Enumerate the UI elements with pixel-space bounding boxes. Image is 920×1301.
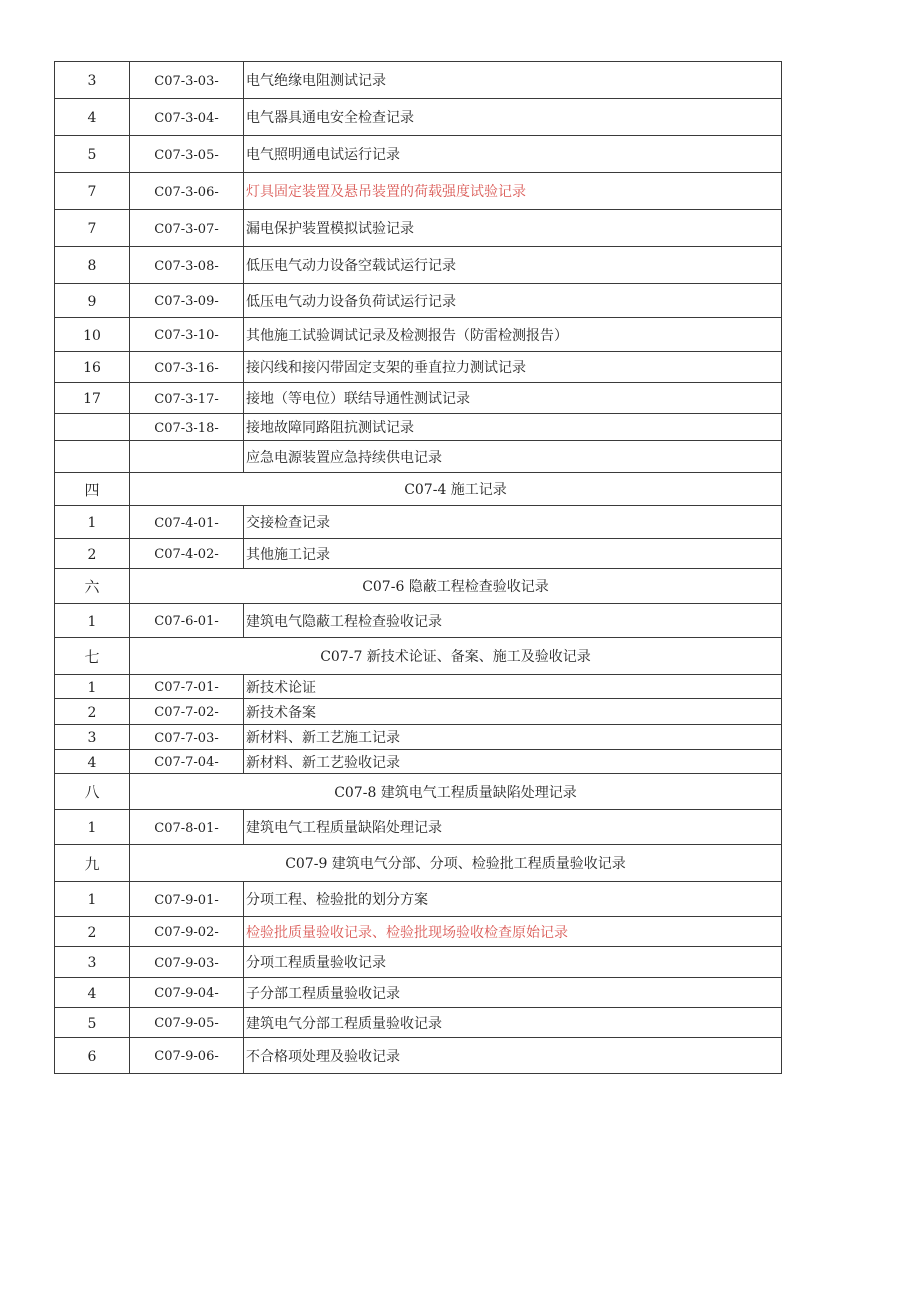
- record-code: C07-3-08-: [130, 247, 244, 284]
- record-code: C07-3-05-: [130, 136, 244, 173]
- record-code: C07-3-07-: [130, 210, 244, 247]
- record-name: 其他施工记录: [244, 539, 782, 569]
- row-number: 2: [55, 917, 130, 947]
- record-code: C07-3-09-: [130, 284, 244, 318]
- record-name: 灯具固定装置及悬吊装置的荷载强度试验记录: [244, 173, 782, 210]
- row-number: 4: [55, 750, 130, 774]
- table-row: [55, 62, 782, 99]
- section-row: [55, 473, 782, 506]
- record-name: 接地故障同路阻抗测试记录: [244, 414, 782, 441]
- row-number: [55, 414, 130, 441]
- table-row: [55, 604, 782, 638]
- table-row: [55, 247, 782, 284]
- table-row: [55, 173, 782, 210]
- record-name: 漏电保护装置模拟试验记录: [244, 210, 782, 247]
- table-row: [55, 810, 782, 845]
- section-title: C07-7 新技术论证、备案、施工及验收记录: [130, 638, 782, 675]
- record-code: C07-7-01-: [130, 675, 244, 699]
- record-code: C07-9-01-: [130, 882, 244, 917]
- section-title: C07-9 建筑电气分部、分项、检验批工程质量验收记录: [130, 845, 782, 882]
- table-row: [55, 947, 782, 978]
- record-name: 低压电气动力设备空载试运行记录: [244, 247, 782, 284]
- section-row: [55, 638, 782, 675]
- table-row: [55, 539, 782, 569]
- record-code: C07-9-05-: [130, 1008, 244, 1038]
- record-code: C07-8-01-: [130, 810, 244, 845]
- record-code: C07-3-04-: [130, 99, 244, 136]
- row-number: 4: [55, 99, 130, 136]
- row-number: 7: [55, 210, 130, 247]
- record-code: C07-6-01-: [130, 604, 244, 638]
- record-name: 电气绝缘电阻测试记录: [244, 62, 782, 99]
- record-name: 分项工程、检验批的划分方案: [244, 882, 782, 917]
- record-code: C07-3-06-: [130, 173, 244, 210]
- section-number: 六: [55, 569, 130, 604]
- table-row: [55, 136, 782, 173]
- row-number: 5: [55, 1008, 130, 1038]
- table-row: [55, 506, 782, 539]
- record-code: C07-9-06-: [130, 1038, 244, 1074]
- record-code: C07-3-10-: [130, 318, 244, 352]
- row-number: 1: [55, 810, 130, 845]
- table-row: [55, 352, 782, 383]
- record-name: 交接检查记录: [244, 506, 782, 539]
- record-code: C07-9-02-: [130, 917, 244, 947]
- row-number: 3: [55, 725, 130, 750]
- record-code: C07-3-03-: [130, 62, 244, 99]
- section-number: 八: [55, 774, 130, 810]
- table-row: [55, 1008, 782, 1038]
- section-row: [55, 569, 782, 604]
- record-name: 检验批质量验收记录、检验批现场验收检查原始记录: [244, 917, 782, 947]
- table-row: [55, 441, 782, 473]
- table-row: [55, 383, 782, 414]
- table-row: [55, 882, 782, 917]
- table-row: [55, 210, 782, 247]
- section-row: [55, 774, 782, 810]
- record-name: 接地（等电位）联结导通性测试记录: [244, 383, 782, 414]
- row-number: 10: [55, 318, 130, 352]
- record-code: C07-7-02-: [130, 699, 244, 725]
- record-name: 其他施工试验调试记录及检测报告（防雷检测报告）: [244, 318, 782, 352]
- section-number: 九: [55, 845, 130, 882]
- row-number: 17: [55, 383, 130, 414]
- record-name: 子分部工程质量验收记录: [244, 978, 782, 1008]
- record-name: 建筑电气隐蔽工程检查验收记录: [244, 604, 782, 638]
- row-number: [55, 441, 130, 473]
- record-code: C07-3-16-: [130, 352, 244, 383]
- table-row: [55, 917, 782, 947]
- record-name: 电气照明通电试运行记录: [244, 136, 782, 173]
- record-name: 不合格项处理及验收记录: [244, 1038, 782, 1074]
- section-number: 七: [55, 638, 130, 675]
- records-table-body: [55, 62, 782, 1074]
- record-code: C07-4-02-: [130, 539, 244, 569]
- table-row: [55, 978, 782, 1008]
- section-row: [55, 845, 782, 882]
- table-row: [55, 750, 782, 774]
- record-name: 电气器具通电安全检查记录: [244, 99, 782, 136]
- record-name: 建筑电气分部工程质量验收记录: [244, 1008, 782, 1038]
- table-row: [55, 318, 782, 352]
- row-number: 1: [55, 675, 130, 699]
- table-row: [55, 99, 782, 136]
- row-number: 1: [55, 604, 130, 638]
- record-name: 接闪线和接闪带固定支架的垂直拉力测试记录: [244, 352, 782, 383]
- record-name: 分项工程质量验收记录: [244, 947, 782, 978]
- table-row: [55, 414, 782, 441]
- record-name: 低压电气动力设备负荷试运行记录: [244, 284, 782, 318]
- row-number: 2: [55, 539, 130, 569]
- record-code: C07-7-04-: [130, 750, 244, 774]
- table-row: [55, 284, 782, 318]
- table-row: [55, 1038, 782, 1074]
- row-number: 3: [55, 62, 130, 99]
- record-code: [130, 441, 244, 473]
- section-title: C07-4 施工记录: [130, 473, 782, 506]
- records-table: [54, 61, 782, 1074]
- record-name: 新技术论证: [244, 675, 782, 699]
- table-row: [55, 725, 782, 750]
- record-code: C07-9-03-: [130, 947, 244, 978]
- record-name: 应急电源装置应急持续供电记录: [244, 441, 782, 473]
- row-number: 1: [55, 882, 130, 917]
- row-number: 7: [55, 173, 130, 210]
- section-title: C07-6 隐蔽工程检查验收记录: [130, 569, 782, 604]
- record-name: 新材料、新工艺验收记录: [244, 750, 782, 774]
- record-name: 新材料、新工艺施工记录: [244, 725, 782, 750]
- section-number: 四: [55, 473, 130, 506]
- row-number: 8: [55, 247, 130, 284]
- row-number: 16: [55, 352, 130, 383]
- table-row: [55, 675, 782, 699]
- record-name: 建筑电气工程质量缺陷处理记录: [244, 810, 782, 845]
- record-code: C07-4-01-: [130, 506, 244, 539]
- row-number: 6: [55, 1038, 130, 1074]
- row-number: 2: [55, 699, 130, 725]
- row-number: 4: [55, 978, 130, 1008]
- record-code: C07-3-17-: [130, 383, 244, 414]
- record-code: C07-3-18-: [130, 414, 244, 441]
- section-title: C07-8 建筑电气工程质量缺陷处理记录: [130, 774, 782, 810]
- table-row: [55, 699, 782, 725]
- record-code: C07-7-03-: [130, 725, 244, 750]
- row-number: 3: [55, 947, 130, 978]
- row-number: 1: [55, 506, 130, 539]
- record-code: C07-9-04-: [130, 978, 244, 1008]
- record-name: 新技术备案: [244, 699, 782, 725]
- row-number: 9: [55, 284, 130, 318]
- row-number: 5: [55, 136, 130, 173]
